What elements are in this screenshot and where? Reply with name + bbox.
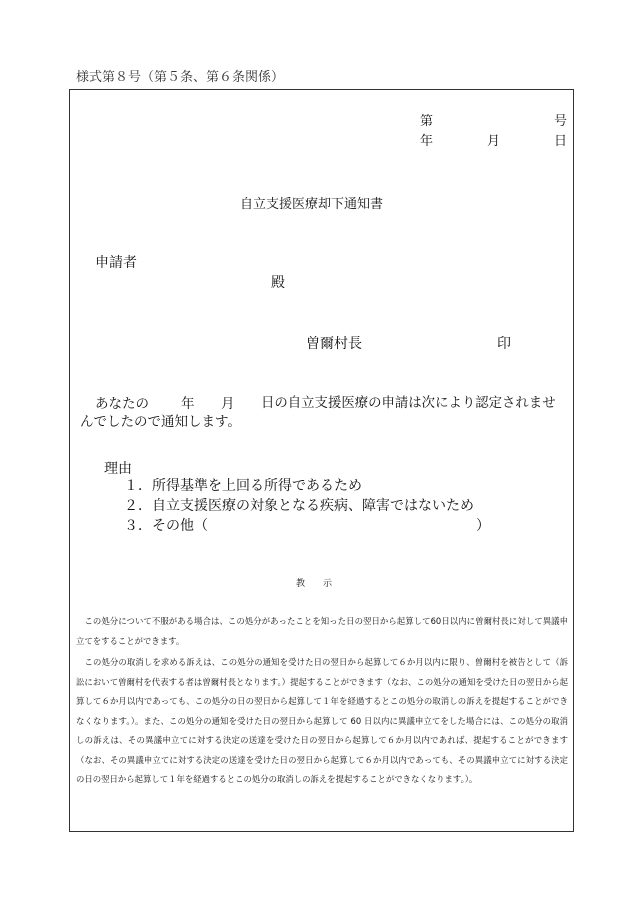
issuer-name: 曽爾村長 (306, 336, 362, 352)
statement-part1: あなたの (95, 396, 149, 412)
statement-year: 年 (181, 396, 195, 412)
reason-close-paren: ） (476, 518, 490, 534)
reasons-label: 理由 (104, 461, 132, 477)
notice-paragraph-2: この処分の取消しを求める訴えは、この処分の通知を受けた日の翌日から起算して６か月以内に限り、曽爾村を被告として（訴訟において曽爾村を代表する者は曽爾村長となります。）提起することができます（なお、この処分の通知を受けた日の翌日から起算して６か月以内であっても、この処分の日の翌日から起算して１年を経過するとこの処分の取消しの訴えを提起することができなくなります。）。また、この処分の通知を受けた日の翌日から起算して 60 日以内に異議申立てをした場合には、この処分の取消しの訴えは、その異議申立てに対する決定の送達を受けた日の翌日から起算して６か月以内であれば、提起することができます（なお、その異議申立てに対する決定の送達を受けた日の翌日から起算して６か月以内であっても、その異議申立てに対する決定の日の翌日から起算して１年を経過するとこの処分の取消しの訴えを提起することができなくなります。）。 (76, 657, 568, 784)
form-number-label: 様式第８号（第５条、第６条関係） (76, 70, 285, 85)
seal-mark: 印 (497, 336, 511, 352)
number-go: 号 (554, 114, 568, 129)
date-year: 年 (420, 134, 434, 149)
document-title: 自立支援医療却下通知書 (240, 197, 384, 212)
statement-line2: んでしたので通知します。 (80, 414, 241, 430)
date-month: 月 (487, 134, 501, 149)
number-dai: 第 (420, 114, 434, 129)
date-day: 日 (554, 134, 568, 149)
notice-heading: 教 示 (296, 579, 333, 589)
reason-item-1: １．所得基準を上回る所得であるため (124, 478, 362, 494)
statement-part2: 日の自立支援医療の申請は次により認定されませ (261, 396, 556, 411)
statement-month: 月 (221, 396, 235, 412)
applicant-label: 申請者 (95, 255, 137, 271)
applicant-honorific: 殿 (271, 275, 285, 291)
reason-item-3: ３．その他（ (124, 518, 208, 534)
reason-item-2: ２．自立支援医療の対象となる疾病、障害ではないため (124, 498, 474, 514)
notice-paragraph-1: この処分について不服がある場合は、この処分があったことを知った日の翌日から起算して60日以内に曽爾村長に対して異議申立てをすることができます。 (76, 616, 568, 646)
